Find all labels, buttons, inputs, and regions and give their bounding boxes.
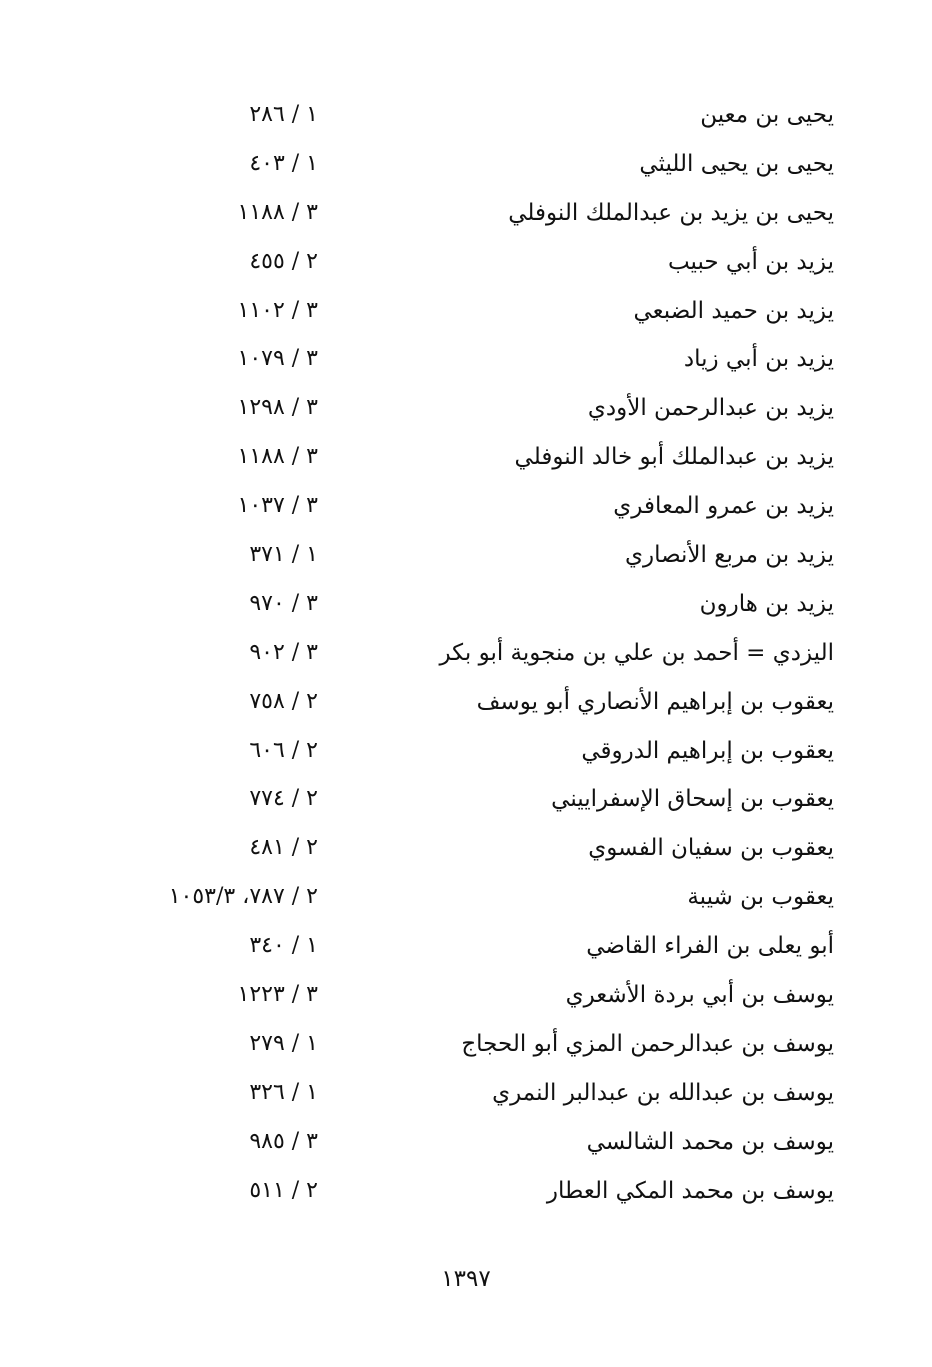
index-entry xyxy=(0,239,932,288)
index-entry xyxy=(0,581,932,630)
entry-name: يعقوب بن إبراهيم الأنصاري أبو يوسف xyxy=(476,688,834,715)
index-entry xyxy=(0,728,932,777)
entry-reference: ٣ / ١١٠٢ xyxy=(237,297,318,323)
entry-name: يوسف بن عبدالله بن عبدالبر النمري xyxy=(492,1079,834,1106)
entry-reference: ٣ / ١٠٧٩ xyxy=(237,346,318,372)
entry-name: يزيد بن أبي زياد xyxy=(683,346,834,373)
entry-name: يوسف بن محمد الشالسي xyxy=(586,1128,834,1155)
entry-reference: ٣ / ١٢٩٨ xyxy=(237,395,318,421)
index-entry xyxy=(0,825,932,874)
index-entry xyxy=(0,141,932,190)
index-entry xyxy=(0,776,932,825)
entry-name: يزيد بن عبدالملك أبو خالد النوفلي xyxy=(514,444,834,471)
entry-reference: ٣ / ١١٨٨ xyxy=(237,444,318,470)
entry-reference: ٣ / ١١٨٨ xyxy=(237,199,318,225)
entry-name: يوسف بن محمد المكي العطار xyxy=(546,1177,834,1204)
index-entry xyxy=(0,1070,932,1119)
index-entry xyxy=(0,923,932,972)
entry-name: يوسف بن عبدالرحمن المزي أبو الحجاج xyxy=(461,1030,834,1057)
entry-name: يحيى بن معين xyxy=(700,102,834,128)
index-entry xyxy=(0,630,932,679)
index-entry xyxy=(0,336,932,385)
entry-reference: ٣ / ١٠٣٧ xyxy=(237,493,318,519)
index-entry xyxy=(0,679,932,728)
entry-reference: ١ / ٤٠٣ xyxy=(249,150,318,176)
index-entry xyxy=(0,1119,932,1168)
index-entry xyxy=(0,483,932,532)
index-entry xyxy=(0,288,932,337)
entry-name: أبو يعلى بن الفراء القاضي xyxy=(586,933,834,960)
entry-name: يزيد بن حميد الضبعي xyxy=(633,297,834,324)
entry-reference: ٢ / ٤٥٥ xyxy=(249,248,318,274)
entry-reference: ١ / ٢٧٩ xyxy=(249,1030,318,1056)
entry-name: يعقوب بن شيبة xyxy=(687,884,834,911)
index-entry xyxy=(0,1168,932,1217)
index-entry xyxy=(0,434,932,483)
entry-reference: ١ / ٢٨٦ xyxy=(249,102,318,127)
index-entry xyxy=(0,874,932,923)
entry-reference: ٣ / ٩٠٢ xyxy=(249,639,318,665)
index-entry xyxy=(0,385,932,434)
index-entry xyxy=(0,190,932,239)
index-entry xyxy=(0,1021,932,1070)
entry-reference: ٣ / ٩٨٥ xyxy=(249,1128,318,1154)
page-number: ١٣٩٧ xyxy=(441,1266,491,1292)
entry-name: اليزدي = أحمد بن علي بن منجوية أبو بكر xyxy=(439,639,834,666)
entry-name: يزيد بن عبدالرحمن الأودي xyxy=(587,395,834,422)
entry-name: يزيد بن مربع الأنصاري xyxy=(624,542,834,569)
entry-name: يحيى بن يحيى الليثي xyxy=(639,150,834,177)
index-entry xyxy=(0,92,932,141)
entry-reference: ١ / ٣٧١ xyxy=(249,542,318,568)
entry-name: يزيد بن هارون xyxy=(699,590,834,617)
entry-reference: ٢ / ٤٨١ xyxy=(249,835,318,861)
index-entry xyxy=(0,972,932,1021)
index-entries-list xyxy=(0,92,932,1216)
entry-name: يزيد بن أبي حبيب xyxy=(667,248,834,275)
entry-reference: ٢ / ٧٧٤ xyxy=(249,786,318,812)
entry-name: يعقوب بن سفيان الفسوي xyxy=(588,835,834,862)
entry-reference: ٢ / ٥١١ xyxy=(249,1177,318,1203)
entry-name: يوسف بن أبي بردة الأشعري xyxy=(565,982,834,1009)
index-entry xyxy=(0,532,932,581)
entry-name: يعقوب بن إسحاق الإسفراييني xyxy=(551,786,834,813)
entry-reference: ٢ / ٧٥٨ xyxy=(249,688,318,714)
entry-name: يعقوب بن إبراهيم الدروقي xyxy=(581,737,834,764)
entry-name: يزيد بن عمرو المعافري xyxy=(613,493,834,520)
entry-name: يحيى بن يزيد بن عبدالملك النوفلي xyxy=(508,199,834,226)
entry-reference: ١ / ٣٤٠ xyxy=(249,933,318,959)
entry-reference: ٣ / ٩٧٠ xyxy=(249,590,318,616)
entry-reference: ٢ / ٧٨٧، ١٠٥٣/٣ xyxy=(168,884,318,910)
entry-reference: ٣ / ١٢٢٣ xyxy=(237,982,318,1008)
entry-reference: ١ / ٣٢٦ xyxy=(249,1079,318,1105)
entry-reference: ٢ / ٦٠٦ xyxy=(249,737,318,763)
